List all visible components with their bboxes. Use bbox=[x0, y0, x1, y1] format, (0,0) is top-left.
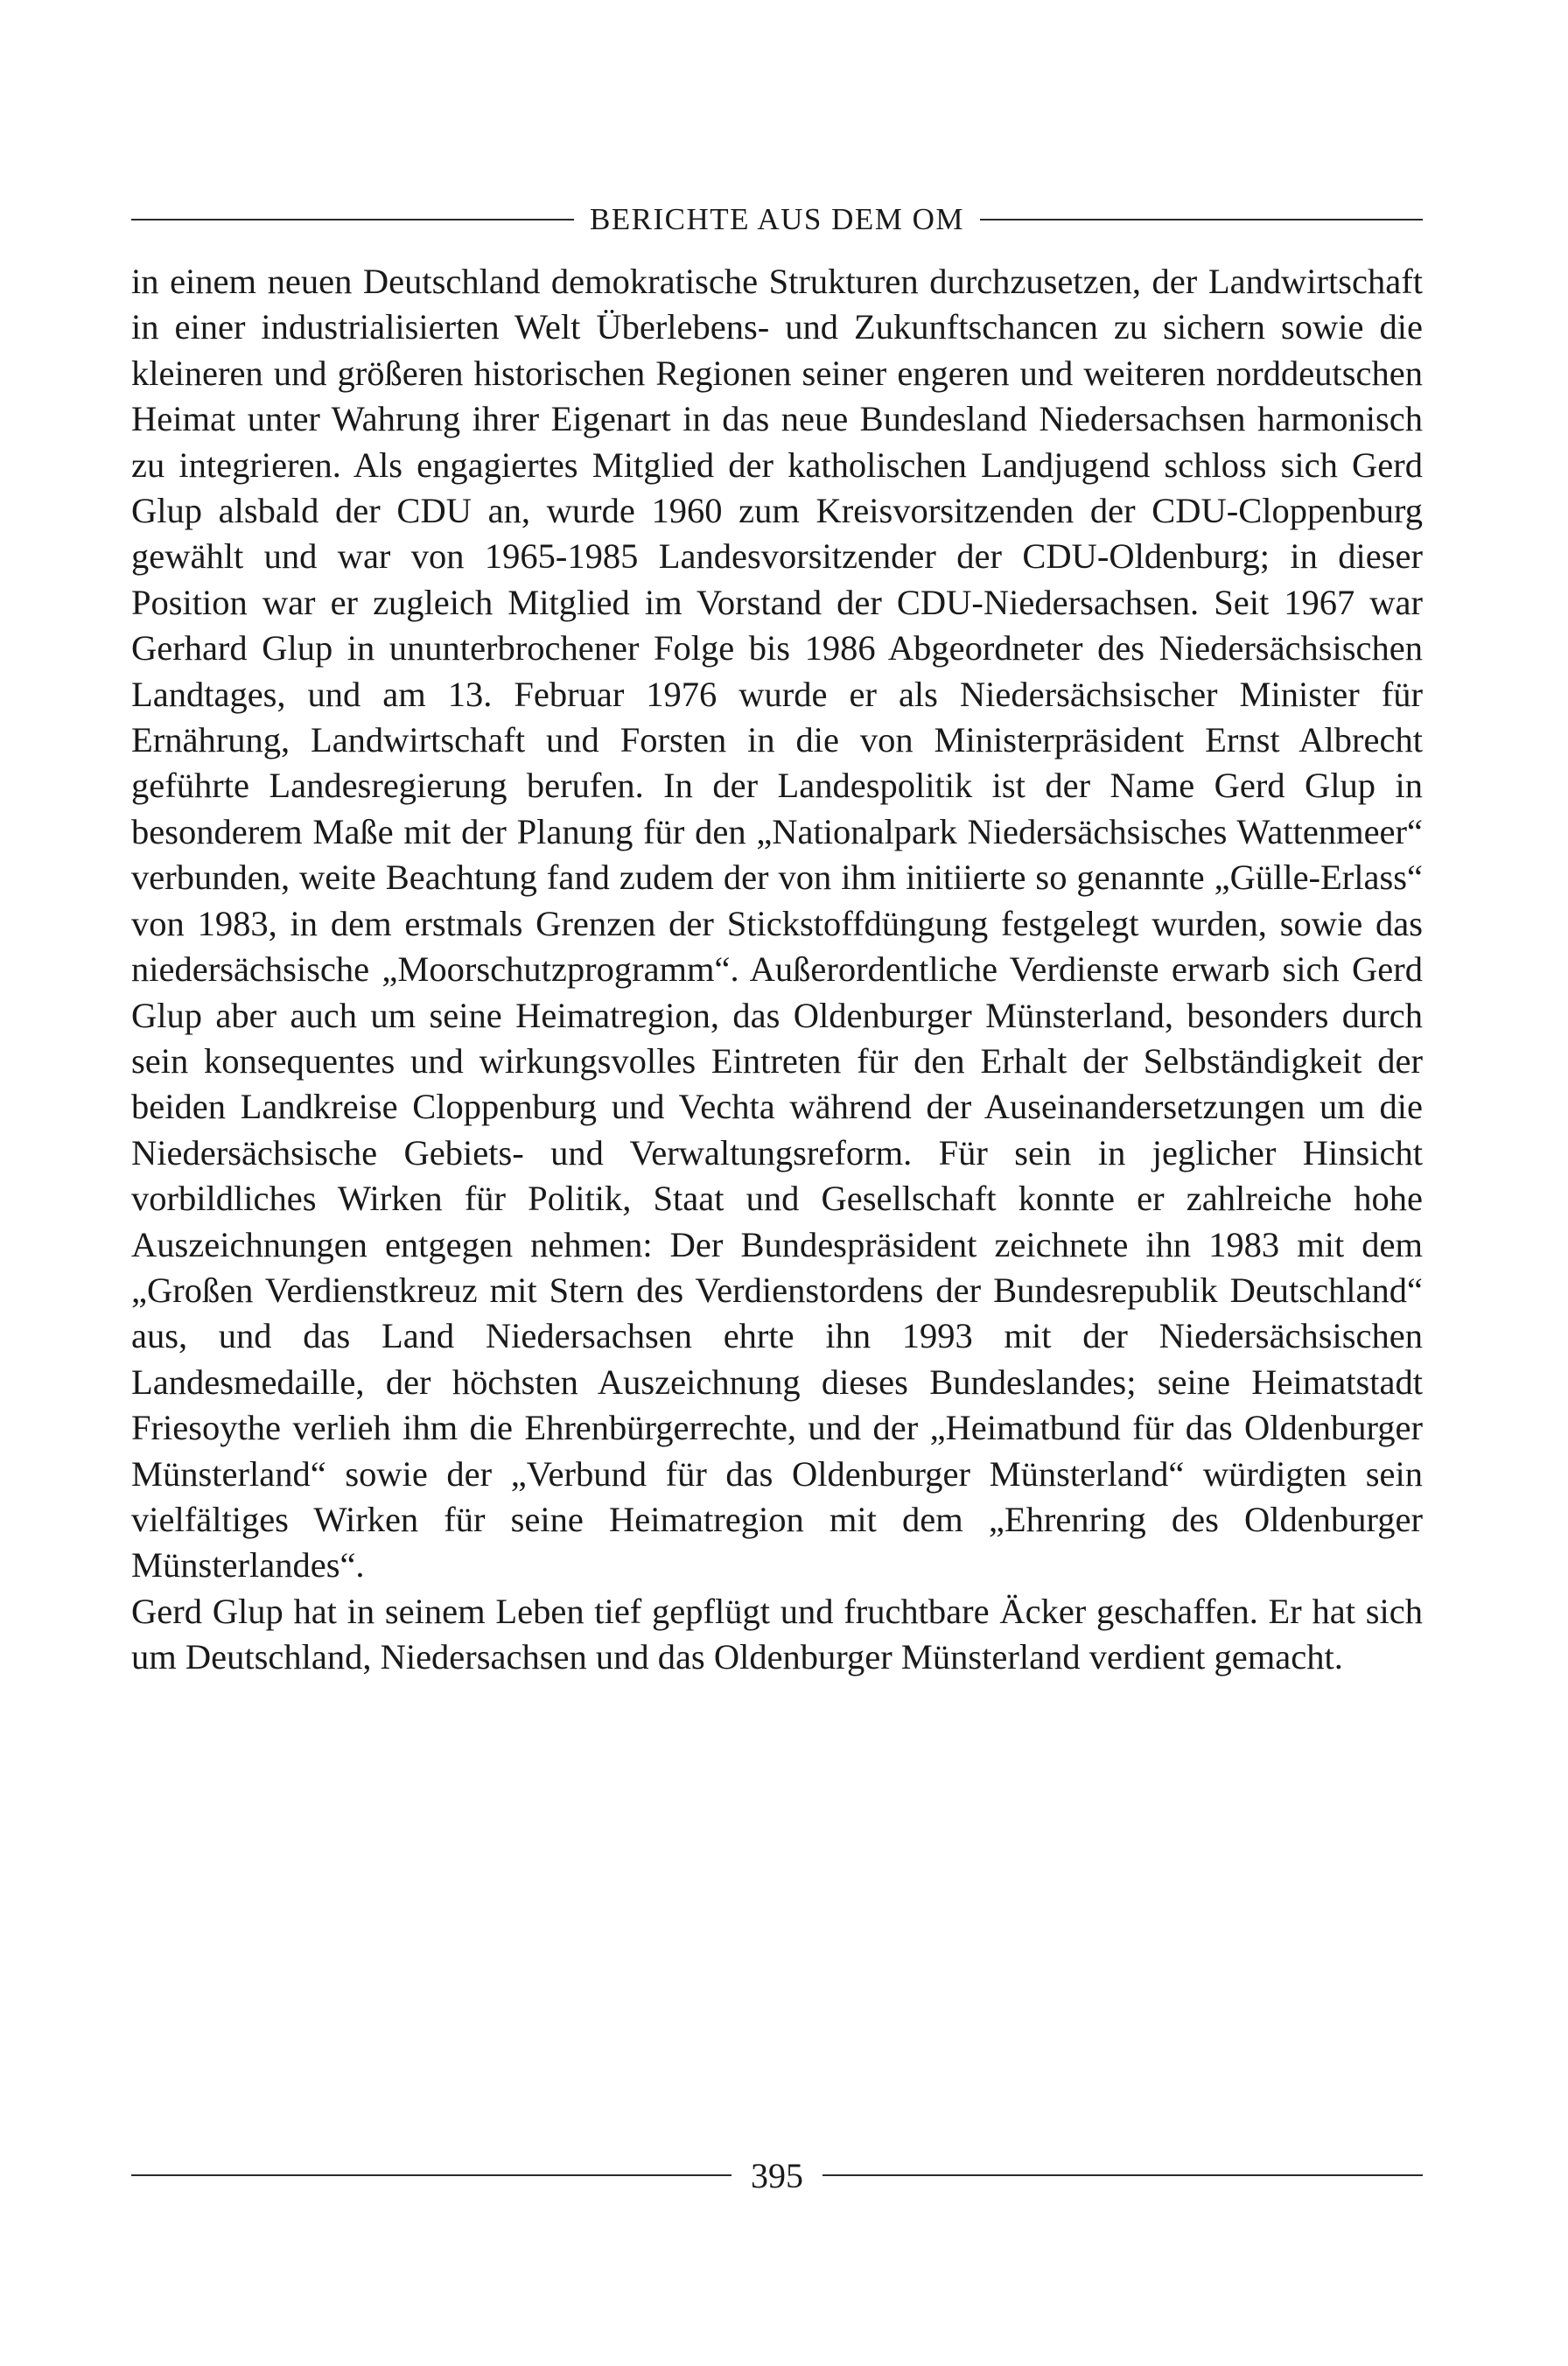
paragraph-2: Gerd Glup hat in seinem Leben tief gepflügt und fruchtbare Äcker geschaffen. Er hat sich um Deutschland, Niedersachsen und das Oldenburger Münsterland verdient gemacht. bbox=[131, 1591, 1423, 1677]
running-title: BERICHTE AUS DEM OM bbox=[589, 202, 965, 236]
running-header bbox=[131, 198, 1423, 242]
body-text bbox=[131, 259, 1423, 1681]
header-rule-right bbox=[980, 219, 1423, 220]
header-rule-left bbox=[131, 219, 574, 220]
page-footer bbox=[131, 2151, 1423, 2200]
footer-rule-left bbox=[131, 2174, 732, 2176]
footer-rule-right bbox=[822, 2174, 1423, 2176]
page-number: 395 bbox=[751, 2155, 803, 2195]
paragraph-1: in einem neuen Deutschland demokratische Strukturen durchzusetzen, der Landwirtschaft in einer industrialisierten Welt Überlebens- und Zukunftschancen zu sichern sowie die kleineren und größeren historischen Regionen seiner engeren und weiteren norddeutschen Heimat unter Wahrung ihrer Eigenart in das neue Bundesland Niedersachsen harmonisch zu integrieren. Als engagiertes Mitglied der katholischen Landjugend schloss sich Gerd Glup alsbald der CDU an, wurde 1960 zum Kreisvorsitzenden der CDU-Cloppenburg gewählt und war von 1965-1985 Landesvorsitzender der CDU-Oldenburg; in dieser Position war er zugleich Mitglied im Vorstand der CDU-Niedersachsen. Seit 1967 war Gerhard Glup in ununterbrochener Folge bis 1986 Abgeordneter des Niedersächsischen Landtages, und am 13. Februar 1976 wurde er als Niedersächsischer Minister für Ernährung, Landwirtschaft und Forsten in die von Ministerpräsident Ernst Albrecht geführte Landesregierung berufen. In der Landespolitik ist der Name Gerd Glup in besonderem Maße mit der Planung für den „Nationalpark Niedersächsisches Wattenmeer“ verbunden, weite Beachtung fand zudem der von ihm initiierte so genannte „Gülle-Erlass“ von 1983, in dem erstmals Grenzen der Stickstoffdüngung festgelegt wurden, sowie das niedersächsische „Moorschutzprogramm“. Außerordentliche Verdienste erwarb sich Gerd Glup aber auch um seine Heimatregion, das Oldenburger Münsterland, besonders durch sein konsequentes und wirkungsvolles Eintreten für den Erhalt der Selbständigkeit der beiden Landkreise Cloppenburg und Vechta während der Auseinandersetzungen um die Niedersächsische Gebiets- und Verwaltungsreform. Für sein in jeglicher Hinsicht vorbildliches Wirken für Politik, Staat und Gesellschaft konnte er zahlreiche hohe Auszeichnungen entgegen nehmen: Der Bundespräsident zeichnete ihn 1983 mit dem „Großen Verdienstkreuz mit Stern des Verdienstordens der Bundesrepublik Deutschland“ aus, und das Land Niedersachsen ehrte ihn 1993 mit der Niedersächsischen Landesmedaille, der höchsten Auszeichnung dieses Bundeslandes; seine Heimatstadt Friesoythe verlieh ihm die Ehrenbürgerrechte, und der „Heimatbund für das Oldenburger Münsterland“ sowie der „Verbund für das Oldenburger Münsterland“ würdigten sein vielfältiges Wirken für seine Heimatregion mit dem „Ehrenring des Oldenburger Münsterlandes“. bbox=[131, 262, 1423, 1586]
